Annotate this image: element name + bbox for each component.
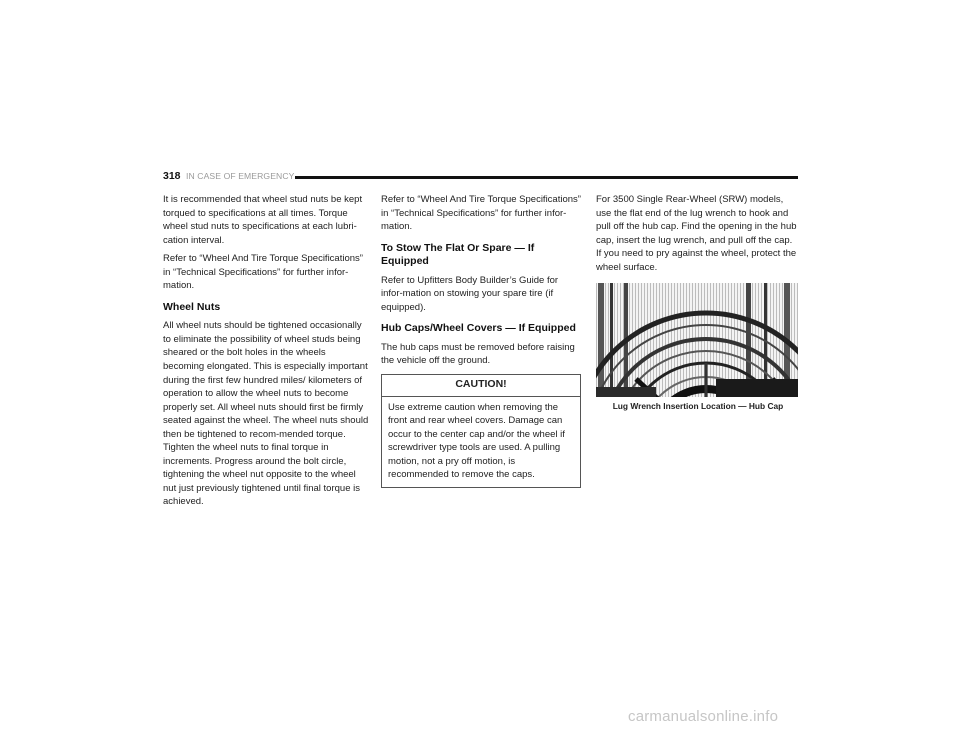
column-3 [596,193,800,414]
paragraph-hub-cap-removal: For 3500 Single Rear-Wheel (SRW) models, use the flat end of the lug wrench to hook and pull off the hub cap. Find the opening in the hub cap, insert the lug wrench, and pull off the cap. If you need to pry against the wheel, protect the wheel surface. [596,194,797,273]
watermark-text: carmanualsonline.info [628,708,779,725]
paragraph-refer-specifications: Refer to “Wheel And Tire Torque Specifications” in “Technical Specifications” for further infor-mation. [163,253,363,292]
caution-title: CAUTION! [382,375,580,397]
column-1 [163,193,369,514]
paragraph-stow-spare: Refer to Upfitters Body Builder’s Guide for infor-mation on stowing your spare tire (if equipped). [381,274,559,313]
heading-hub-caps: Hub Caps/Wheel Covers — If Equipped [381,322,576,335]
caution-box [381,374,581,488]
paragraph-hub-caps: The hub caps must be removed before raising the vehicle off the ground. [381,341,575,367]
figure-caption: Lug Wrench Insertion Location — Hub Cap [612,401,784,412]
paragraph-torque-recommendation: It is recommended that wheel stud nuts be kept torqued to specifications at all times. Torque wheel stud nuts to specifications at each lubri-cation interval. [163,194,363,246]
heading-wheel-nuts: Wheel Nuts [163,300,221,313]
hub-cap-figure [596,283,798,397]
heading-stow-spare: To Stow The Flat Or Spare — If Equipped [381,241,535,268]
section-title: IN CASE OF EMERGENCY [186,171,295,181]
page-header [163,170,798,186]
wheel-illustration [596,283,798,397]
page-number: 318 [163,170,181,182]
column-2 [381,193,581,488]
header-rule [295,176,798,179]
paragraph-wheel-nuts: All wheel nuts should be tightened occasionally to eliminate the possibility of wheel studs being sheared or the bolt holes in the wheels becoming elongated. This is especially important during the first few hundred miles/ kilometers of operation to allow the wheel nuts to become properly set. All wheel nuts should first be firmly seated against the wheel. The wheel nuts should then be tightened to recom-mended torque. Tighten the wheel nuts to final torque in increments. Progress around the bolt circle, tightening the wheel nut opposite to the wheel nut just previously tightened until final torque is achieved. [163,320,369,508]
paragraph-refer-specifications-2: Refer to “Wheel And Tire Torque Specifications” in “Technical Specifications” for further infor-mation. [381,194,581,233]
caution-text: Use extreme caution when removing the front and rear wheel covers. Damage can occur to the center cap and/or the wheel if screwdriver type tools are used. A pulling motion, not a pry off motion, is recommended to remove the caps. [388,401,565,481]
